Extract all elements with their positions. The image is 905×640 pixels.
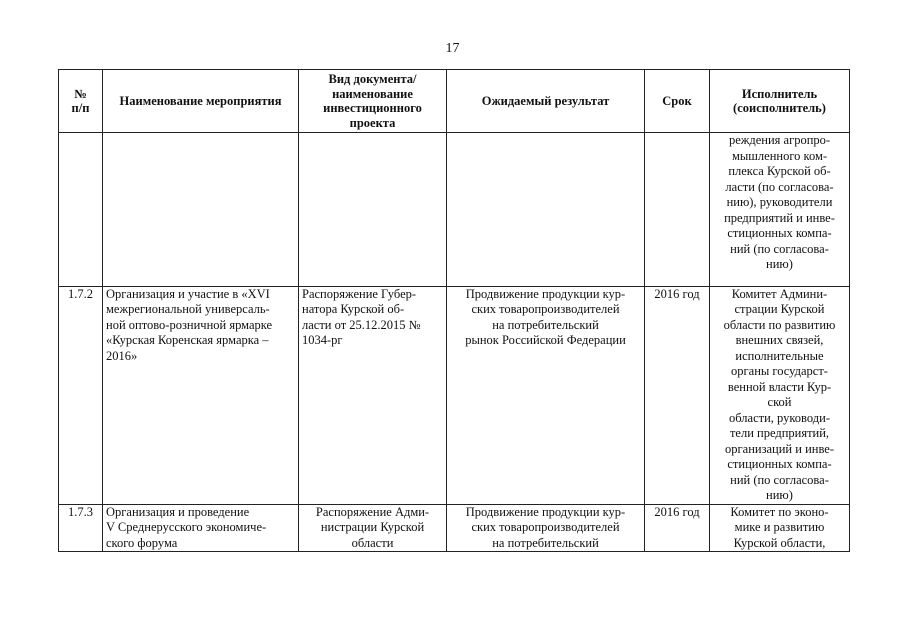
cell-name [103, 133, 299, 287]
table-row [59, 504, 850, 552]
header-result: Ожидаемый результат [447, 70, 645, 133]
events-table [58, 69, 850, 552]
table-header-row [59, 70, 850, 133]
table-row [59, 286, 850, 504]
header-executor: Исполнитель (соисполнитель) [710, 70, 850, 133]
header-term: Срок [645, 70, 710, 133]
header-name: Наименование мероприятия [103, 70, 299, 133]
cell-term: 2016 год [645, 504, 710, 552]
cell-num: 1.7.2 [59, 286, 103, 504]
page-number: 17 [445, 41, 460, 56]
header-num: № п/п [59, 70, 103, 133]
cell-doc: Распоряжение Адми- нистрации Курской области [299, 504, 447, 552]
cell-term: 2016 год [645, 286, 710, 504]
cell-num [59, 133, 103, 287]
cell-result: Продвижение продукции кур- ских товаропроизводителей на потребительский рынок Российской Федерации [447, 286, 645, 504]
table-row-continuation [59, 133, 850, 287]
cell-name: Организация и проведение V Среднерусского экономиче- ского форума [103, 504, 299, 552]
cell-executor: реждения агропро- мышленного ком- плекса Курской об- ласти (по согласова- нию), руководители предприятий и инве- стиционных компа- ний (по согласова- нию) [710, 133, 850, 287]
cell-result [447, 133, 645, 287]
cell-doc: Распоряжение Губер- натора Курской об- ласти от 25.12.2015 № 1034-рг [299, 286, 447, 504]
cell-executor: Комитет Админи- страции Курской области по развитию внешних связей, исполнительные органы государст- венной власти Кур- ской области, руководи- тели предприятий, организаций и инве- стиционных компа- ний (по согласова- нию) [710, 286, 850, 504]
cell-term [645, 133, 710, 287]
cell-num: 1.7.3 [59, 504, 103, 552]
cell-executor: Комитет по эконо- мике и развитию Курской области, [710, 504, 850, 552]
cell-doc [299, 133, 447, 287]
header-doc: Вид документа/ наименование инвестиционного проекта [299, 70, 447, 133]
cell-name: Организация и участие в «XVI межрегиональной универсаль- ной оптово-розничной ярмарке «Курская Коренская ярмарка – 2016» [103, 286, 299, 504]
cell-result: Продвижение продукции кур- ских товаропроизводителей на потребительский [447, 504, 645, 552]
